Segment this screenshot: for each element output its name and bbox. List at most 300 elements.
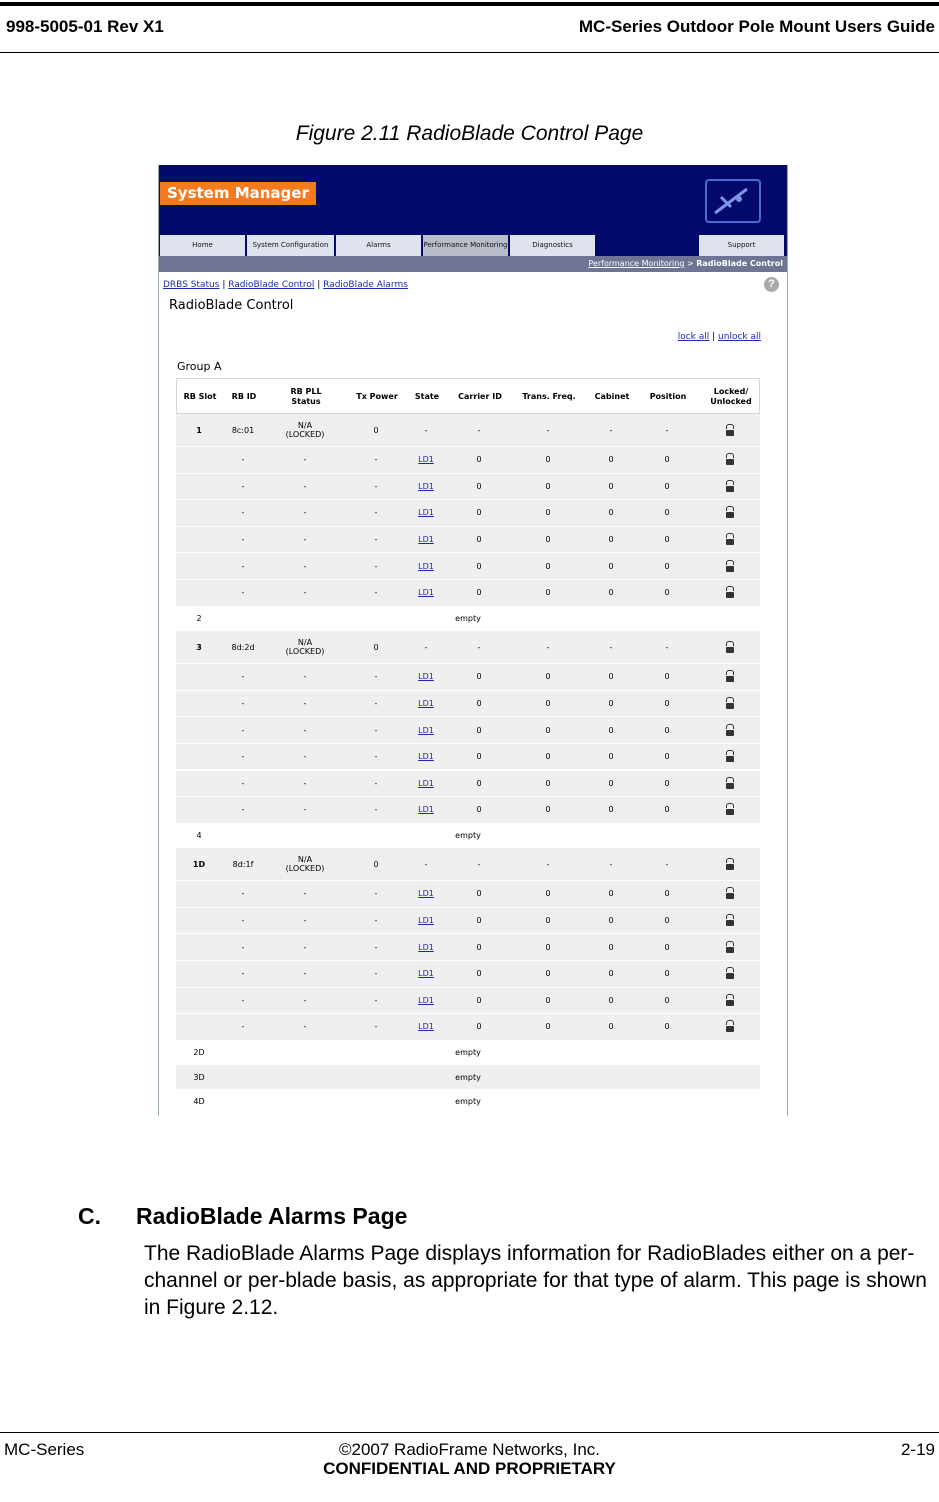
col-trans-freq: Trans. Freq. (522, 392, 576, 401)
table-row-empty (176, 1090, 760, 1115)
lock-icon[interactable] (726, 888, 734, 899)
cell-id: - (241, 969, 245, 979)
cell-slot: 1D (192, 859, 206, 869)
cell-tx: - (374, 588, 378, 598)
cell-freq: 0 (545, 942, 551, 952)
cell-empty: empty (455, 1072, 481, 1082)
cell-id: - (241, 752, 245, 762)
cell-id: - (241, 455, 245, 465)
cell-cab: 0 (608, 916, 614, 926)
cell-lock[interactable] (702, 961, 758, 987)
table-row-channel (176, 908, 760, 935)
tab-home[interactable]: Home (160, 235, 246, 256)
cell-lock[interactable] (702, 744, 758, 770)
main-tabs (159, 235, 787, 256)
cell-id: - (241, 698, 245, 708)
cell-tx: - (374, 969, 378, 979)
table-row-channel (176, 934, 760, 961)
cell-cab: 0 (608, 535, 614, 545)
cell-lock[interactable] (702, 580, 758, 606)
table-row-channel (176, 474, 760, 501)
cell-tx: - (374, 916, 378, 926)
cell-id: - (241, 561, 245, 571)
cell-tx: 0 (373, 642, 379, 652)
cell-cab: 0 (608, 588, 614, 598)
cell-tx: - (374, 1022, 378, 1032)
footer-copyright: ©2007 RadioFrame Networks, Inc. (338, 1440, 601, 1459)
cell-pll: - (303, 535, 307, 545)
cell-lock[interactable] (702, 500, 758, 526)
col-tx-power: Tx Power (356, 392, 398, 401)
cell-cab: 0 (608, 995, 614, 1005)
lock-icon[interactable] (726, 481, 734, 492)
cell-cab: 0 (608, 1022, 614, 1032)
cell-state[interactable]: LD1 (418, 889, 434, 899)
table-row-channel (176, 500, 760, 527)
system-manager-logo: System Manager (160, 182, 316, 205)
table-row-channel (176, 881, 760, 908)
table-row-channel (176, 691, 760, 718)
cell-state[interactable]: LD1 (418, 969, 434, 979)
cell-carrier: 0 (476, 561, 482, 571)
cell-cab: 0 (608, 455, 614, 465)
cell-cab: 0 (608, 778, 614, 788)
cell-tx: - (374, 455, 378, 465)
cell-slot (176, 553, 222, 579)
table-row-channel (176, 771, 760, 798)
footer-product: MC-Series (4, 1440, 85, 1459)
table-row-channel (176, 553, 760, 580)
cell-pos: - (665, 859, 669, 869)
col-state: State (414, 392, 440, 401)
cell-empty: empty (455, 1048, 481, 1058)
cell-pll: - (303, 455, 307, 465)
cell-pll: - (303, 508, 307, 518)
section-body: The RadioBlade Alarms Page displays information for RadioBlades either on a per-channel or per-blade basis, as appropriate for that type of alarm. This page is shown in Figure 2.12. (144, 1242, 927, 1319)
lock-icon[interactable] (726, 942, 734, 953)
lock-icon[interactable] (726, 778, 734, 789)
cell-state[interactable]: LD1 (418, 588, 434, 598)
link-radioblade-alarms[interactable]: RadioBlade Alarms (323, 280, 408, 290)
cell-carrier: 0 (476, 725, 482, 735)
cell-id: - (241, 535, 245, 545)
lock-icon[interactable] (726, 968, 734, 979)
cell-slot (176, 717, 222, 743)
cell-pll: - (303, 481, 307, 491)
cell-carrier: 0 (476, 588, 482, 598)
lock-icon[interactable] (726, 534, 734, 545)
cell-state[interactable]: LD1 (418, 916, 434, 926)
cell-rb-slot: 2D (193, 1048, 205, 1058)
cell-tx: - (374, 481, 378, 491)
cell-state[interactable]: LD1 (418, 778, 434, 788)
breadcrumb-link-performance-monitoring[interactable]: Performance Monitoring (588, 259, 685, 268)
cell-rb-slot: 2 (196, 613, 202, 623)
lock-icon[interactable] (726, 804, 734, 815)
app-banner (159, 165, 787, 235)
cell-lock[interactable] (702, 717, 758, 743)
cell-pos: 0 (664, 535, 670, 545)
cell-id: 8d:2d (231, 642, 255, 652)
cell-freq: 0 (545, 698, 551, 708)
cell-slot (176, 961, 222, 987)
cell-tx: 0 (373, 425, 379, 435)
cell-id: - (241, 725, 245, 735)
page-title: RadioBlade Control (169, 298, 294, 313)
cell-pos: - (665, 642, 669, 652)
cell-lock[interactable] (702, 527, 758, 553)
cell-pos: 0 (664, 778, 670, 788)
cell-cab: 0 (608, 481, 614, 491)
cell-id: 8d:1f (232, 859, 254, 869)
cell-state[interactable]: LD1 (418, 508, 434, 518)
table-row-blade (176, 414, 760, 447)
cell-pos: 0 (664, 698, 670, 708)
lock-icon[interactable] (726, 642, 734, 653)
link-drbs-status[interactable]: DRBS Status (163, 280, 220, 290)
cell-tx: - (374, 672, 378, 682)
cell-state[interactable]: LD1 (418, 535, 434, 545)
cell-pll: N/A (LOCKED) (285, 855, 325, 874)
cell-tx: - (374, 778, 378, 788)
cell-cab: 0 (608, 561, 614, 571)
cell-lock[interactable] (702, 771, 758, 797)
cell-empty: empty (455, 1097, 481, 1107)
cell-slot (176, 908, 222, 934)
col-carrier-id: Carrier ID (458, 392, 502, 401)
cell-carrier: 0 (476, 752, 482, 762)
cell-cab: 0 (608, 805, 614, 815)
lock-icon[interactable] (726, 1021, 734, 1032)
cell-cab: - (609, 642, 613, 652)
cell-state[interactable]: LD1 (418, 455, 434, 465)
cell-lock[interactable] (702, 474, 758, 500)
cell-lock[interactable] (702, 881, 758, 907)
footer-confidential: CONFIDENTIAL AND PROPRIETARY (323, 1459, 616, 1478)
cell-slot (176, 934, 222, 960)
cell-state[interactable]: LD1 (418, 561, 434, 571)
lock-icon[interactable] (726, 425, 734, 436)
cell-carrier: 0 (476, 481, 482, 491)
cell-cab: 0 (608, 508, 614, 518)
cell-slot (176, 1014, 222, 1040)
cell-lock[interactable] (702, 691, 758, 717)
table-row-empty (176, 1041, 760, 1066)
cell-carrier: 0 (476, 1022, 482, 1032)
cell-id: 8c:01 (231, 425, 255, 435)
col-rb-pll-status: RB PLL Status (290, 387, 322, 406)
lock-icon[interactable] (726, 725, 734, 736)
cell-carrier: 0 (476, 889, 482, 899)
table-row-empty (176, 1065, 760, 1090)
table-row-empty (176, 607, 760, 632)
screenshot-figure (158, 165, 788, 1116)
cell-pll: - (303, 889, 307, 899)
cell-lock[interactable] (702, 553, 758, 579)
cell-lock[interactable] (702, 934, 758, 960)
cell-slot (176, 881, 222, 907)
cell-slot (176, 988, 222, 1014)
cell-lock[interactable] (702, 664, 758, 690)
cell-carrier: 0 (476, 916, 482, 926)
cell-carrier: 0 (476, 455, 482, 465)
cell-freq: - (546, 642, 550, 652)
cell-carrier: 0 (476, 672, 482, 682)
sub-navigation: DRBS Status | RadioBlade Control | RadioBlade Alarms (163, 280, 408, 290)
cell-tx: - (374, 805, 378, 815)
group-label: Group A (177, 360, 222, 373)
cell-tx: - (374, 561, 378, 571)
cell-lock[interactable] (702, 414, 758, 446)
cell-cab: 0 (608, 942, 614, 952)
section-title: RadioBlade Alarms Page (136, 1203, 408, 1229)
cell-pll: - (303, 588, 307, 598)
cell-slot (176, 474, 222, 500)
cell-freq: 0 (545, 481, 551, 491)
lock-all-link[interactable]: lock all (677, 332, 710, 342)
cell-pos: 0 (664, 995, 670, 1005)
radioblade-table (176, 378, 760, 1114)
lock-icon[interactable] (726, 454, 734, 465)
cell-pos: 0 (664, 916, 670, 926)
cell-state[interactable]: LD1 (418, 942, 434, 952)
cell-pos: 0 (664, 481, 670, 491)
help-icon[interactable]: ? (764, 277, 779, 292)
cell-tx: - (374, 508, 378, 518)
cell-carrier: 0 (476, 508, 482, 518)
cell-cab: - (609, 859, 613, 869)
cell-slot (176, 691, 222, 717)
link-radioblade-control[interactable]: RadioBlade Control (228, 280, 315, 290)
lock-icon[interactable] (726, 698, 734, 709)
table-row-channel (176, 447, 760, 474)
cell-tx: - (374, 752, 378, 762)
header-top-rule (0, 2, 939, 6)
cell-state[interactable]: LD1 (418, 672, 434, 682)
cell-state[interactable]: LD1 (418, 752, 434, 762)
cell-state[interactable]: LD1 (418, 698, 434, 708)
section-letter: C. (78, 1203, 101, 1229)
cell-lock[interactable] (702, 848, 758, 880)
table-row-blade (176, 848, 760, 881)
lock-icon[interactable] (726, 859, 734, 870)
table-row-empty (176, 824, 760, 849)
table-row-channel (176, 580, 760, 607)
cell-slot (176, 771, 222, 797)
cell-id: - (241, 942, 245, 952)
cell-id: - (241, 481, 245, 491)
table-row-channel (176, 664, 760, 691)
unlock-all-link[interactable]: unlock all (718, 332, 761, 342)
cell-pll: - (303, 778, 307, 788)
cell-cab: 0 (608, 969, 614, 979)
cell-rb-slot: 4D (193, 1097, 205, 1107)
cell-id: - (241, 508, 245, 518)
cell-carrier: 0 (476, 698, 482, 708)
table-header (176, 378, 760, 414)
cell-rb-slot: 4 (196, 830, 202, 840)
cell-pll: - (303, 942, 307, 952)
cell-slot (176, 744, 222, 770)
doc-title: MC-Series Outdoor Pole Mount Users Guide (578, 17, 935, 36)
cell-tx: - (374, 995, 378, 1005)
tab-alarms[interactable]: Alarms (336, 235, 422, 256)
cell-tx: - (374, 698, 378, 708)
cell-empty: empty (455, 613, 481, 623)
cell-freq: - (546, 425, 550, 435)
cell-pll: - (303, 1022, 307, 1032)
breadcrumb-current: RadioBlade Control (696, 259, 783, 268)
cell-freq: 0 (545, 995, 551, 1005)
cell-pos: 0 (664, 805, 670, 815)
cell-freq: 0 (545, 725, 551, 735)
cell-carrier: 0 (476, 535, 482, 545)
cell-freq: 0 (545, 916, 551, 926)
document-header (0, 0, 939, 54)
lock-icon[interactable] (726, 751, 734, 762)
cell-pos: 0 (664, 1022, 670, 1032)
cell-carrier: 0 (476, 942, 482, 952)
cell-tx: - (374, 942, 378, 952)
tab-support[interactable]: Support (699, 235, 785, 256)
cell-freq: 0 (545, 969, 551, 979)
col-cabinet: Cabinet (594, 392, 630, 401)
cell-pos: 0 (664, 752, 670, 762)
cell-pos: 0 (664, 942, 670, 952)
lock-icon[interactable] (726, 915, 734, 926)
figure-caption: Figure 2.11 RadioBlade Control Page (295, 122, 644, 145)
cell-freq: 0 (545, 889, 551, 899)
table-row-channel (176, 744, 760, 771)
footer-rule (0, 1432, 939, 1433)
cell-lock[interactable] (702, 908, 758, 934)
lock-icon[interactable] (726, 587, 734, 598)
cell-carrier: 0 (476, 805, 482, 815)
cell-pll: N/A (LOCKED) (285, 421, 325, 439)
cell-id: - (241, 916, 245, 926)
cell-cab: 0 (608, 672, 614, 682)
cell-freq: 0 (545, 455, 551, 465)
cell-freq: 0 (545, 561, 551, 571)
cell-rb-slot: 3D (193, 1072, 205, 1082)
cell-freq: 0 (545, 778, 551, 788)
cell-lock[interactable] (702, 988, 758, 1014)
cell-tx: - (374, 535, 378, 545)
lock-icon[interactable] (726, 995, 734, 1006)
cell-slot (176, 527, 222, 553)
tab-system-configuration[interactable]: System Configuration (247, 235, 335, 256)
cell-pll: - (303, 995, 307, 1005)
cell-lock[interactable] (702, 797, 758, 823)
cell-pll: - (303, 916, 307, 926)
cell-pll: - (303, 561, 307, 571)
cell-slot (176, 500, 222, 526)
cell-pll: - (303, 698, 307, 708)
cell-state[interactable]: LD1 (418, 481, 434, 491)
table-row-channel (176, 717, 760, 744)
cell-lock[interactable] (702, 447, 758, 473)
cell-id: - (241, 889, 245, 899)
lock-icon[interactable] (726, 561, 734, 572)
cell-carrier: 0 (476, 969, 482, 979)
cell-state: - (424, 642, 428, 652)
cell-slot (176, 797, 222, 823)
corner-logo-icon (705, 179, 761, 223)
col-locked-unlocked: Locked/ Unlocked (710, 387, 752, 406)
cell-carrier: - (477, 642, 481, 652)
cell-freq: 0 (545, 535, 551, 545)
cell-pos: 0 (664, 508, 670, 518)
page-number: 2-19 (900, 1440, 935, 1459)
breadcrumb (159, 256, 787, 272)
cell-cab: 0 (608, 725, 614, 735)
cell-freq: 0 (545, 588, 551, 598)
col-rb-slot: RB Slot (183, 392, 217, 401)
cell-freq: 0 (545, 1022, 551, 1032)
cell-state: - (424, 425, 428, 435)
cell-tx: - (374, 725, 378, 735)
lock-icon[interactable] (726, 671, 734, 682)
cell-slot: 3 (196, 642, 202, 652)
cell-id: - (241, 588, 245, 598)
section-heading (78, 1203, 407, 1230)
cell-tx: 0 (373, 859, 379, 869)
table-row-channel (176, 988, 760, 1015)
cell-freq: 0 (545, 752, 551, 762)
cell-pos: 0 (664, 561, 670, 571)
lock-icon[interactable] (726, 507, 734, 518)
cell-pos: 0 (664, 672, 670, 682)
cell-state[interactable]: LD1 (418, 1022, 434, 1032)
cell-pos: 0 (664, 725, 670, 735)
cell-carrier: 0 (476, 995, 482, 1005)
cell-freq: - (546, 859, 550, 869)
cell-state[interactable]: LD1 (418, 995, 434, 1005)
cell-pos: - (665, 425, 669, 435)
cell-freq: 0 (545, 672, 551, 682)
col-position: Position (649, 392, 687, 401)
cell-id: - (241, 1022, 245, 1032)
cell-pll: - (303, 672, 307, 682)
breadcrumb-separator: > (684, 259, 697, 268)
cell-state[interactable]: LD1 (418, 725, 434, 735)
cell-pos: 0 (664, 455, 670, 465)
tab-performance-monitoring[interactable]: Performance Monitoring (423, 235, 509, 256)
tab-diagnostics[interactable]: Diagnostics (510, 235, 596, 256)
cell-tx: - (374, 889, 378, 899)
cell-pll: - (303, 805, 307, 815)
cell-id: - (241, 805, 245, 815)
table-row-channel (176, 1014, 760, 1041)
cell-pos: 0 (664, 889, 670, 899)
cell-freq: 0 (545, 508, 551, 518)
cell-pll: - (303, 969, 307, 979)
cell-id: - (241, 995, 245, 1005)
cell-carrier: 0 (476, 778, 482, 788)
cell-cab: 0 (608, 889, 614, 899)
cell-slot: 1 (196, 425, 202, 435)
cell-lock[interactable] (702, 1014, 758, 1040)
col-rb-id: RB ID (231, 392, 257, 401)
cell-pos: 0 (664, 588, 670, 598)
cell-carrier: - (477, 425, 481, 435)
cell-slot (176, 580, 222, 606)
cell-state[interactable]: LD1 (418, 805, 434, 815)
cell-pos: 0 (664, 969, 670, 979)
cell-empty: empty (455, 830, 481, 840)
cell-carrier: - (477, 859, 481, 869)
cell-lock[interactable] (702, 631, 758, 663)
